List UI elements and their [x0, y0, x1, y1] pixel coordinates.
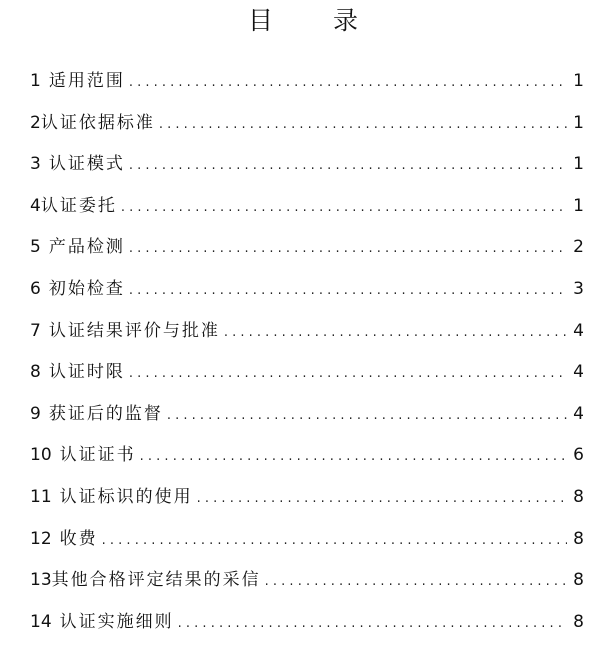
- toc-entry-title: 认证实施细则: [59, 611, 174, 632]
- toc-entry-page: 8: [573, 611, 584, 632]
- toc-entry-number: 12: [30, 528, 52, 549]
- toc-entry[interactable]: [30, 519, 584, 561]
- toc-entry-page: 4: [573, 362, 584, 383]
- toc-entry-page: 1: [573, 195, 584, 216]
- toc-leader-dots: [159, 104, 567, 146]
- toc-entry-number: 10: [30, 445, 52, 466]
- toc-entry-title: 认证时限: [48, 362, 125, 383]
- toc-entry[interactable]: [30, 103, 584, 145]
- toc-leader-dots: [129, 62, 567, 104]
- toc-leader-dots: [129, 228, 567, 270]
- toc-entry-number: 2: [30, 112, 41, 133]
- toc-entry[interactable]: [30, 435, 584, 477]
- toc-entry-title: 收费: [59, 528, 98, 549]
- toc-entry-title: 认证结果评价与批准: [48, 320, 220, 341]
- table-of-contents: [30, 61, 584, 643]
- toc-entry[interactable]: [30, 61, 584, 103]
- toc-entry-title: 认证证书: [59, 445, 136, 466]
- toc-entry[interactable]: [30, 269, 584, 311]
- toc-entry-page: 2: [573, 237, 584, 258]
- toc-entry-title: 获证后的监督: [48, 403, 163, 424]
- toc-entry[interactable]: [30, 560, 584, 602]
- toc-entry[interactable]: [30, 602, 584, 644]
- toc-leader-dots: [140, 436, 568, 478]
- toc-leader-dots: [102, 520, 568, 562]
- toc-entry-page: 1: [573, 112, 584, 133]
- toc-entry-page: 1: [573, 154, 584, 175]
- page-title: 目 录: [248, 6, 384, 35]
- toc-entry[interactable]: [30, 352, 584, 394]
- toc-leader-dots: [121, 187, 567, 229]
- toc-entry-title: 初始检查: [48, 278, 125, 299]
- toc-entry-number: 9: [30, 403, 41, 424]
- toc-entry[interactable]: [30, 477, 584, 519]
- toc-leader-dots: [167, 395, 567, 437]
- toc-entry-title: 认证标识的使用: [59, 486, 193, 507]
- toc-entry-page: 1: [573, 71, 584, 91]
- toc-entry-title: 认证模式: [48, 154, 125, 175]
- toc-entry-title: 产品检测: [48, 237, 125, 258]
- toc-entry-title: 适用范围: [48, 71, 125, 91]
- toc-entry-page: 8: [573, 570, 584, 591]
- toc-entry[interactable]: [30, 144, 584, 186]
- toc-entry[interactable]: [30, 227, 584, 269]
- toc-entry-number: 4: [30, 195, 41, 216]
- toc-leader-dots: [265, 561, 568, 603]
- toc-entry-title: 认证委托: [40, 195, 117, 216]
- toc-entry-page: 4: [573, 403, 584, 424]
- toc-entry-title: 其他合格评定结果的采信: [51, 570, 261, 591]
- toc-entry[interactable]: [30, 394, 584, 436]
- toc-entry-number: 13: [30, 570, 52, 591]
- toc-entry-number: 6: [30, 278, 41, 299]
- toc-entry-title: 认证依据标准: [40, 112, 155, 133]
- toc-entry-number: 14: [30, 611, 52, 632]
- toc-entry-number: 11: [30, 486, 52, 507]
- toc-leader-dots: [197, 478, 568, 520]
- toc-entry-page: 8: [573, 528, 584, 549]
- toc-entry[interactable]: [30, 186, 584, 228]
- toc-entry-number: 8: [30, 362, 41, 383]
- toc-entry-page: 4: [573, 320, 584, 341]
- toc-entry[interactable]: [30, 311, 584, 353]
- toc-entry-page: 3: [573, 278, 584, 299]
- toc-leader-dots: [129, 145, 567, 187]
- toc-entry-number: 3: [30, 154, 41, 175]
- toc-entry-number: 5: [30, 237, 41, 258]
- toc-leader-dots: [224, 312, 567, 354]
- toc-entry-number: 1: [30, 71, 41, 91]
- toc-leader-dots: [178, 603, 568, 645]
- toc-leader-dots: [129, 270, 567, 312]
- toc-entry-page: 8: [573, 486, 584, 507]
- toc-entry-page: 6: [573, 445, 584, 466]
- toc-entry-number: 7: [30, 320, 41, 341]
- toc-leader-dots: [129, 353, 567, 395]
